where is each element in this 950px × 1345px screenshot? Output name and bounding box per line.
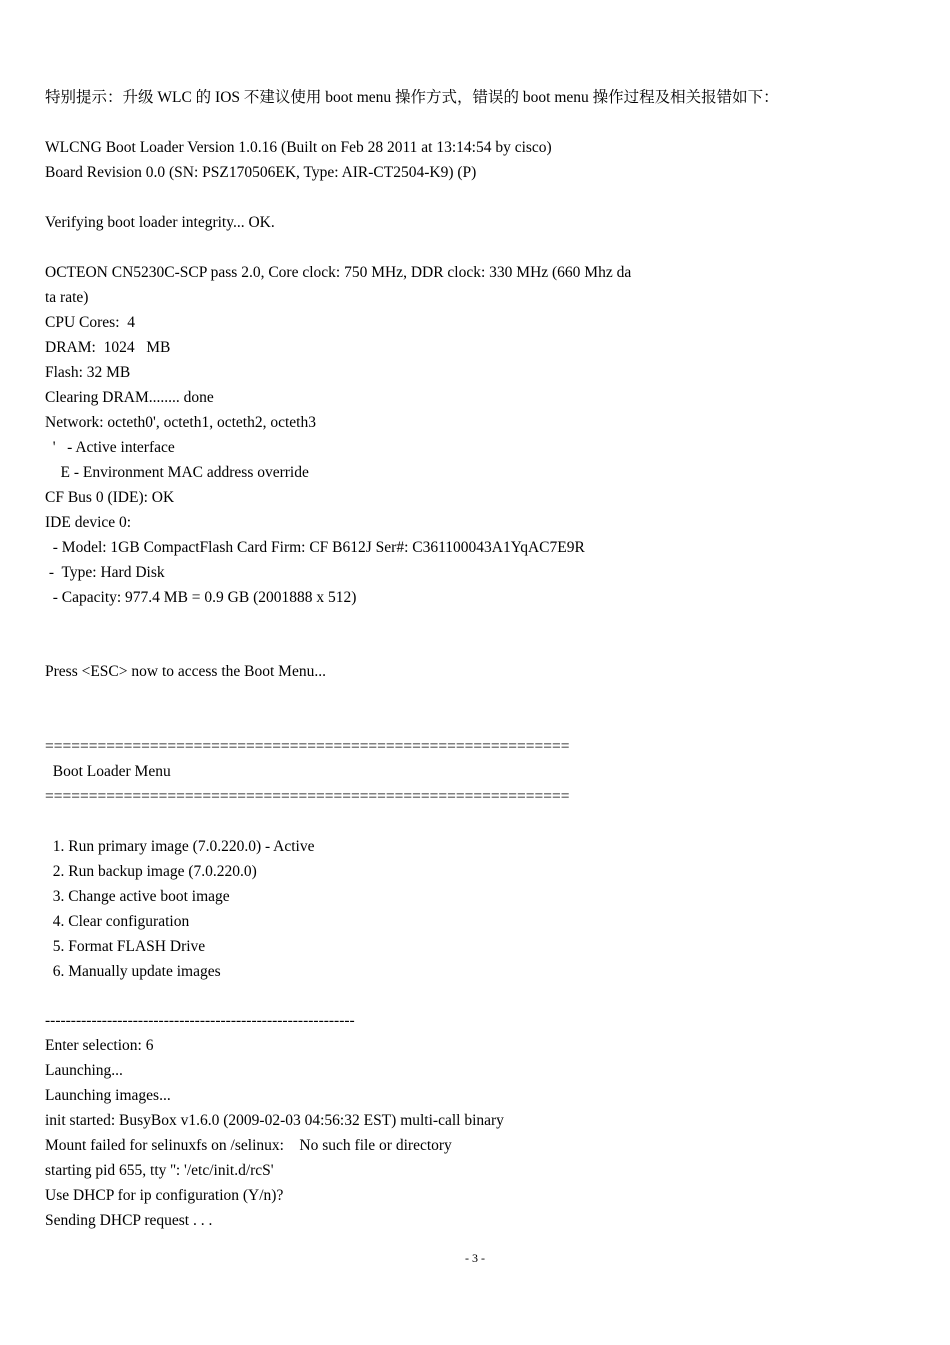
dram-size: DRAM: 1024 MB xyxy=(45,339,171,356)
menu-option-4: 4. Clear configuration xyxy=(45,913,190,930)
launching-images: Launching images... xyxy=(45,1087,171,1104)
dash-separator: ------------------------------------------------------------ xyxy=(45,1012,355,1029)
clearing-dram: Clearing DRAM........ done xyxy=(45,389,214,406)
ide-model: - Model: 1GB CompactFlash Card Firm: CF B612J Ser#: C361100043A1YqAC7E9R xyxy=(45,539,585,556)
dhcp-prompt: Use DHCP for ip configuration (Y/n)? xyxy=(45,1187,284,1204)
cf-bus-status: CF Bus 0 (IDE): OK xyxy=(45,489,175,506)
menu-option-2: 2. Run backup image (7.0.220.0) xyxy=(45,863,257,880)
upgrade-warning-note: 特别提示：升级 WLC 的 IOS 不建议使用 boot menu 操作方式，错误的 boot menu 操作过程及相关报错如下： xyxy=(45,89,779,106)
launching: Launching... xyxy=(45,1062,123,1079)
board-revision: Board Revision 0.0 (SN: PSZ170506EK, Type: AIR-CT2504-K9) (P) xyxy=(45,164,477,181)
menu-option-3: 3. Change active boot image xyxy=(45,888,230,905)
menu-option-5: 5. Format FLASH Drive xyxy=(45,938,206,955)
ide-capacity: - Capacity: 977.4 MB = 0.9 GB (2001888 x 512) xyxy=(45,589,357,606)
menu-option-1: 1. Run primary image (7.0.220.0) - Active xyxy=(45,838,315,855)
mount-failed: Mount failed for selinuxfs on /selinux: No such file or directory xyxy=(45,1137,452,1154)
menu-separator-bottom: ============================================================ xyxy=(45,788,570,805)
ide-device: IDE device 0: xyxy=(45,514,132,531)
network-interfaces: Network: octeth0', octeth1, octeth2, octeth3 xyxy=(45,414,316,431)
enter-selection: Enter selection: 6 xyxy=(45,1037,154,1054)
octeon-info: OCTEON CN5230C-SCP pass 2.0, Core clock: 750 MHz, DDR clock: 330 MHz (660 Mhz da xyxy=(45,264,632,281)
flash-size: Flash: 32 MB xyxy=(45,364,131,381)
cpu-cores: CPU Cores: 4 xyxy=(45,314,135,331)
dhcp-request: Sending DHCP request . . . xyxy=(45,1212,213,1229)
menu-option-6: 6. Manually update images xyxy=(45,963,221,980)
integrity-check: Verifying boot loader integrity... OK. xyxy=(45,214,275,231)
octeon-info-cont: ta rate) xyxy=(45,289,89,306)
init-started: init started: BusyBox v1.6.0 (2009-02-03 04:56:32 EST) multi-call binary xyxy=(45,1112,504,1129)
press-esc-prompt: Press <ESC> now to access the Boot Menu... xyxy=(45,663,326,680)
active-interface-note: ' - Active interface xyxy=(45,439,175,456)
ide-type: - Type: Hard Disk xyxy=(45,564,165,581)
boot-loader-version: WLCNG Boot Loader Version 1.0.16 (Built on Feb 28 2011 at 13:14:54 by cisco) xyxy=(45,139,552,156)
page-number: - 3 - xyxy=(465,1251,485,1265)
menu-separator-top: ============================================================ xyxy=(45,738,570,755)
mac-override-note: E - Environment MAC address override xyxy=(45,464,309,481)
starting-pid: starting pid 655, tty '': '/etc/init.d/rcS' xyxy=(45,1162,274,1179)
boot-menu-title: Boot Loader Menu xyxy=(45,763,171,780)
